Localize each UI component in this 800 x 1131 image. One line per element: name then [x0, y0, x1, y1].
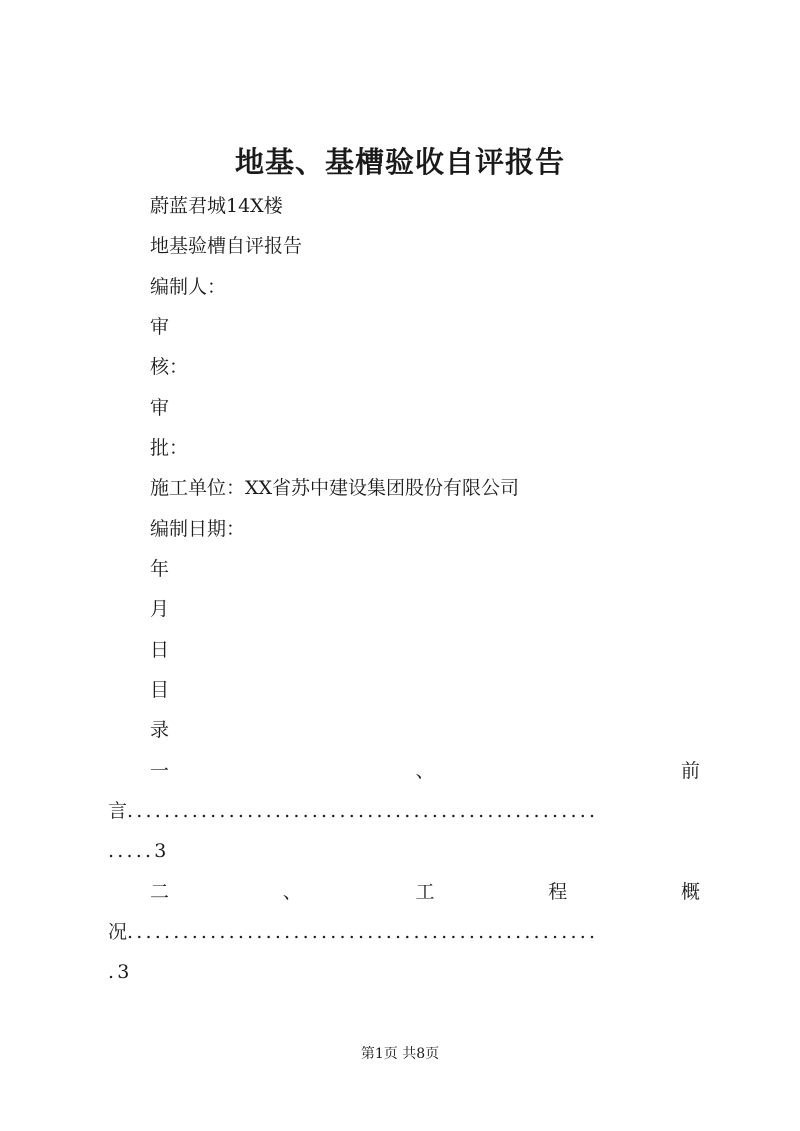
- construction-unit: 施工单位：XX省苏中建设集团股份有限公司: [150, 477, 520, 499]
- toc-entry-1-leader: [108, 798, 718, 824]
- approver-label-part2: 批：: [150, 437, 189, 459]
- toc-entry-1-dots: ...................................................: [127, 800, 599, 822]
- report-subtitle: 地基验槽自评报告: [150, 235, 303, 257]
- toc-entry-2-leader: [108, 919, 718, 945]
- date-label: 编制日期：: [150, 518, 246, 540]
- toc-entry-2-heading: [150, 879, 700, 905]
- toc-entry-2-lead: 况: [108, 921, 128, 943]
- date-month: 月: [150, 598, 170, 620]
- reviewer-label-part1: 审: [150, 316, 170, 338]
- toc-entry-1-char: 前: [680, 760, 700, 782]
- toc-entry-2-dots: ...................................................: [127, 921, 599, 943]
- toc-entry-2-char: 概: [680, 881, 700, 903]
- toc-entry-2-page: .3: [108, 961, 133, 983]
- author-label: 编制人：: [150, 276, 227, 298]
- document-title: 地基、基槽验收自评报告: [234, 145, 565, 179]
- toc-entry-2-char: 工: [415, 881, 435, 903]
- toc-entry-1-char: 一: [150, 760, 170, 782]
- approver-label-part1: 审: [150, 397, 170, 419]
- toc-heading-part2: 录: [150, 719, 170, 741]
- toc-entry-1-char: 、: [415, 760, 435, 782]
- toc-entry-2-char: 程: [548, 881, 568, 903]
- toc-entry-1-page: .....3: [108, 840, 170, 862]
- project-name: 蔚蓝君城14X楼: [150, 195, 283, 217]
- date-day: 日: [150, 639, 170, 661]
- toc-entry-2-char: 、: [282, 881, 302, 903]
- toc-heading-part1: 目: [150, 679, 170, 701]
- page-footer: 第1页 共8页: [360, 1046, 440, 1062]
- toc-entry-1-heading: [150, 758, 700, 784]
- toc-entry-1-lead: 言: [108, 800, 128, 822]
- reviewer-label-part2: 核：: [150, 356, 189, 378]
- toc-entry-2-char: 二: [150, 881, 170, 903]
- date-year: 年: [150, 558, 170, 580]
